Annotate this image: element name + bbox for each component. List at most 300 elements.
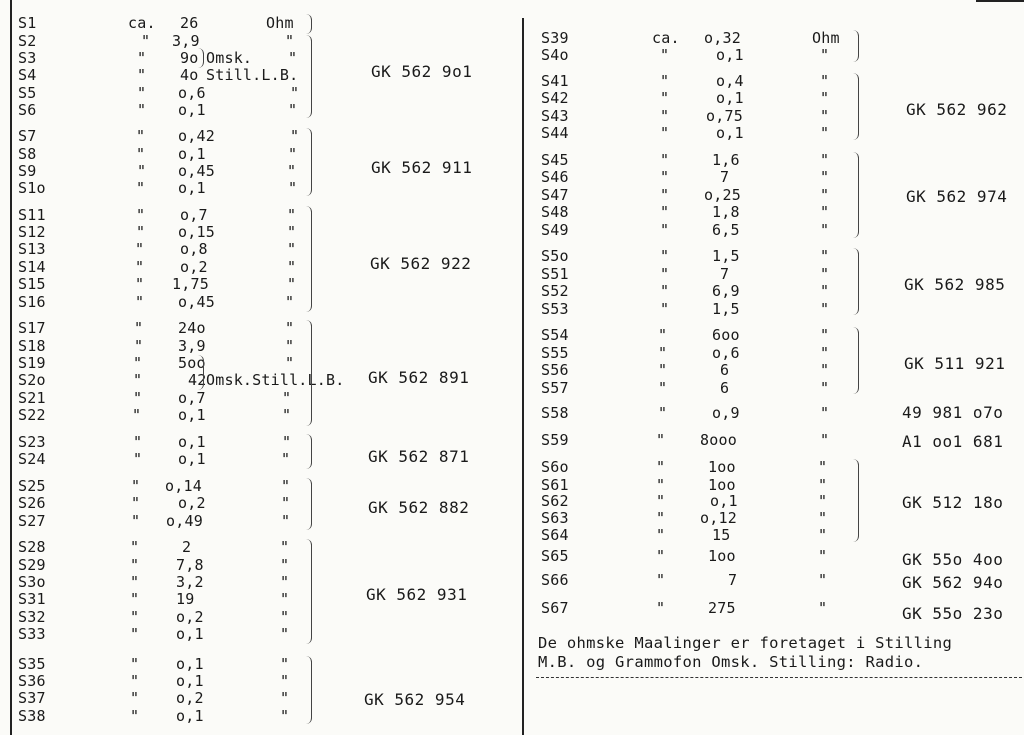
resistance-value: o,7: [178, 389, 206, 407]
row-id: S15: [18, 275, 46, 293]
row-id: S4o: [541, 46, 569, 64]
prefix-mark: ": [136, 145, 146, 163]
row-id: S36: [18, 672, 46, 690]
unit-mark: ": [287, 275, 297, 293]
prefix-mark: ": [660, 282, 670, 300]
group-bracket: [198, 48, 204, 68]
unit-mark: ": [282, 406, 292, 424]
component-group-code: GK 562 9o1: [371, 62, 473, 81]
resistance-value: o,75: [706, 107, 743, 125]
unit-mark: ": [280, 707, 290, 725]
unit-mark: ": [820, 151, 830, 169]
prefix-mark: ": [137, 162, 147, 180]
row-id: S52: [541, 282, 569, 300]
prefix-mark: ": [658, 344, 668, 362]
prefix-mark: ": [656, 509, 666, 527]
prefix-mark: ": [132, 406, 142, 424]
unit-mark: ": [280, 625, 290, 643]
group-bracket: [306, 14, 312, 34]
prefix-mark: ": [660, 247, 670, 265]
unit-mark: ": [818, 476, 828, 494]
unit-mark: ": [818, 492, 828, 510]
resistance-value: 3,9: [172, 32, 200, 50]
resistance-value: 24o: [178, 319, 206, 337]
row-id: S25: [18, 477, 46, 495]
prefix-mark: ": [130, 689, 140, 707]
prefix-mark: ": [135, 258, 145, 276]
row-id: S6: [18, 101, 37, 119]
prefix-mark: ": [656, 571, 666, 589]
component-group-code: GK 512 18o: [902, 493, 1004, 512]
group-bracket: [853, 248, 859, 315]
prefix-mark: ": [130, 707, 140, 725]
resistance-value: o,42: [178, 127, 215, 145]
row-id: S65: [541, 547, 569, 565]
group-bracket: [198, 355, 204, 390]
prefix-mark: ": [131, 494, 141, 512]
row-id: S51: [541, 265, 569, 283]
unit-mark: ": [282, 389, 292, 407]
resistance-value: o,1: [710, 492, 738, 510]
prefix-mark: ": [660, 300, 670, 318]
group-bracket: [306, 35, 312, 118]
unit-mark: ": [820, 203, 830, 221]
row-id: S49: [541, 221, 569, 239]
resistance-value: 4o: [180, 66, 199, 84]
resistance-value: o,25: [704, 186, 741, 204]
prefix-mark: ": [656, 431, 666, 449]
row-id: S8: [18, 145, 37, 163]
row-id: S5: [18, 84, 37, 102]
group-bracket: [306, 656, 312, 724]
row-id: S44: [541, 124, 569, 142]
component-group-code: GK 562 922: [370, 254, 472, 273]
row-id: S43: [541, 107, 569, 125]
unit-mark: ": [287, 223, 297, 241]
resistance-value: o,2: [176, 608, 204, 626]
prefix-mark: ": [130, 672, 140, 690]
resistance-value: 7: [728, 571, 738, 589]
row-id: S42: [541, 89, 569, 107]
unit-mark: ": [281, 477, 291, 495]
unit-mark: ": [820, 431, 830, 449]
row-id: S31: [18, 590, 46, 608]
prefix-mark: ": [133, 389, 143, 407]
unit-mark: ": [280, 556, 290, 574]
unit-mark: ": [285, 354, 295, 372]
prefix-mark: ": [130, 538, 140, 556]
group-bracket: [306, 320, 312, 426]
stilling-note: Still.L.B.: [206, 66, 299, 84]
row-id: S67: [541, 599, 569, 617]
row-id: S16: [18, 293, 46, 311]
stilling-note: Omsk.Still.L.B.: [206, 371, 345, 389]
row-id: S9: [18, 162, 37, 180]
resistance-value: o,32: [704, 29, 741, 47]
component-group-code: GK 562 954: [364, 690, 466, 709]
prefix-mark: ": [133, 354, 143, 372]
footnote-line: M.B. og Grammofon Omsk. Stilling: Radio.: [538, 653, 924, 671]
resistance-value: o,14: [165, 477, 202, 495]
unit-mark: ": [287, 206, 297, 224]
prefix-mark: ": [660, 124, 670, 142]
prefix-mark: ": [660, 203, 670, 221]
row-id: S48: [541, 203, 569, 221]
prefix-mark: ": [130, 655, 140, 673]
row-id: S12: [18, 223, 46, 241]
row-id: S28: [18, 538, 46, 556]
prefix-mark: ": [137, 84, 147, 102]
unit-mark: ": [820, 344, 830, 362]
prefix-mark: ": [133, 371, 143, 389]
unit-mark: ": [285, 32, 295, 50]
unit-mark: ": [281, 512, 291, 530]
resistance-value: 1,5: [712, 300, 740, 318]
component-group-code: GK 562 911: [371, 158, 473, 177]
prefix-mark: ": [660, 89, 670, 107]
component-group-code: GK 562 882: [368, 498, 470, 517]
row-id: S23: [18, 433, 46, 451]
resistance-value: o,1: [716, 46, 744, 64]
row-id: S45: [541, 151, 569, 169]
resistance-value: o,4: [716, 72, 744, 90]
unit-mark: ": [820, 107, 830, 125]
unit-mark: ": [820, 89, 830, 107]
resistance-value: o,45: [178, 293, 215, 311]
unit-mark: ": [285, 319, 295, 337]
prefix-mark: ": [660, 151, 670, 169]
unit-mark: ": [820, 247, 830, 265]
component-group-code: GK 55o 23o: [902, 604, 1004, 623]
row-id: S47: [541, 186, 569, 204]
unit-mark: ": [280, 689, 290, 707]
prefix-mark: ": [136, 179, 146, 197]
unit-mark: ": [280, 573, 290, 591]
unit-mark: ": [820, 282, 830, 300]
unit-mark: ": [820, 168, 830, 186]
resistance-value: o,1: [176, 655, 204, 673]
prefix-mark: ": [134, 337, 144, 355]
resistance-value: o,1: [176, 625, 204, 643]
group-bracket: [306, 206, 312, 312]
unit-mark: ": [820, 124, 830, 142]
row-id: S46: [541, 168, 569, 186]
resistance-value: o,1: [178, 145, 206, 163]
resistance-value: 15: [712, 526, 731, 544]
row-id: S3o: [18, 573, 46, 591]
unit-mark: ": [280, 608, 290, 626]
unit-mark: ": [820, 326, 830, 344]
unit-mark: ": [285, 337, 295, 355]
unit-mark: ": [288, 49, 298, 67]
row-id: S24: [18, 450, 46, 468]
row-id: S22: [18, 406, 46, 424]
component-group-code: GK 562 962: [906, 100, 1008, 119]
component-group-code: GK 562 931: [366, 585, 468, 604]
prefix-mark: ": [131, 477, 141, 495]
row-id: S61: [541, 476, 569, 494]
unit-mark: ": [820, 379, 830, 397]
unit-mark: ": [818, 509, 828, 527]
group-bracket: [853, 30, 859, 62]
row-id: S62: [541, 492, 569, 510]
row-id: S27: [18, 512, 46, 530]
prefix-mark: ": [658, 404, 668, 422]
row-id: S7: [18, 127, 37, 145]
row-id: S33: [18, 625, 46, 643]
row-id: S29: [18, 556, 46, 574]
resistance-value: 6oo: [712, 326, 740, 344]
resistance-value: 26: [180, 14, 199, 32]
prefix-mark: ": [136, 206, 146, 224]
unit-mark: ": [818, 571, 828, 589]
unit-mark: ": [288, 179, 298, 197]
row-id: S2o: [18, 371, 46, 389]
row-id: S17: [18, 319, 46, 337]
prefix-mark: ": [135, 275, 145, 293]
resistance-value: 1,5: [712, 247, 740, 265]
resistance-value: o,8: [180, 240, 208, 258]
resistance-value: 2: [182, 538, 192, 556]
row-id: S3: [18, 49, 37, 67]
resistance-value: o,1: [176, 707, 204, 725]
unit-mark: ": [820, 46, 830, 64]
prefix-mark: ": [656, 458, 666, 476]
resistance-value: o,1: [716, 89, 744, 107]
component-group-code: GK 562 985: [904, 275, 1006, 294]
group-bracket: [853, 327, 859, 394]
resistance-value: 5oo: [178, 354, 206, 372]
row-id: S5o: [541, 247, 569, 265]
row-id: S2: [18, 32, 37, 50]
prefix-mark: ": [658, 361, 668, 379]
unit-mark: ": [288, 101, 298, 119]
resistance-value: 19: [176, 590, 195, 608]
unit-mark: ": [287, 240, 297, 258]
footnote-dashed-rule: [536, 677, 1022, 678]
resistance-value: 7,8: [176, 556, 204, 574]
resistance-value: 1,8: [712, 203, 740, 221]
unit-mark: ": [290, 84, 300, 102]
unit-mark: ": [287, 162, 297, 180]
group-bracket: [853, 152, 859, 238]
resistance-value: 275: [708, 599, 736, 617]
unit-mark: ": [280, 655, 290, 673]
prefix-mark: ": [137, 66, 147, 84]
resistance-value: o,1: [178, 101, 206, 119]
row-id: S53: [541, 300, 569, 318]
unit-mark: ": [280, 590, 290, 608]
row-id: S26: [18, 494, 46, 512]
unit-mark: ": [820, 186, 830, 204]
row-id: S19: [18, 354, 46, 372]
resistance-value: 3,2: [176, 573, 204, 591]
resistance-value: 6,5: [712, 221, 740, 239]
prefix-mark: ": [660, 107, 670, 125]
unit-mark: ": [820, 361, 830, 379]
component-group-code: GK 511 921: [904, 354, 1006, 373]
unit-mark: ": [820, 300, 830, 318]
component-group-code: GK 562 871: [368, 447, 470, 466]
resistance-value: 3,9: [178, 337, 206, 355]
row-id: S54: [541, 326, 569, 344]
prefix-mark: ": [660, 168, 670, 186]
resistance-value: 6: [720, 379, 730, 397]
prefix-mark: ca.: [128, 14, 156, 32]
unit-mark: ": [281, 494, 291, 512]
prefix-mark: ": [660, 46, 670, 64]
prefix-mark: ": [137, 49, 147, 67]
prefix-mark: ": [660, 265, 670, 283]
prefix-mark: ": [658, 326, 668, 344]
row-id: S63: [541, 509, 569, 527]
row-id: S4: [18, 66, 37, 84]
unit-mark: ": [818, 599, 828, 617]
prefix-mark: ": [135, 240, 145, 258]
resistance-value: o,2: [180, 258, 208, 276]
resistance-value: o,9: [712, 404, 740, 422]
prefix-mark: ": [130, 608, 140, 626]
row-id: S18: [18, 337, 46, 355]
unit-mark: ": [820, 72, 830, 90]
resistance-value: o,6: [712, 344, 740, 362]
prefix-mark: ": [660, 221, 670, 239]
prefix-mark: ": [131, 512, 141, 530]
prefix-mark: ": [656, 599, 666, 617]
prefix-mark: ": [135, 293, 145, 311]
resistance-value: 42: [188, 371, 207, 389]
row-id: S64: [541, 526, 569, 544]
unit-mark: ": [282, 433, 292, 451]
resistance-value: 1oo: [708, 476, 736, 494]
group-bracket: [306, 434, 312, 469]
row-id: S66: [541, 571, 569, 589]
resistance-value: o,1: [178, 433, 206, 451]
component-group-code: GK 562 891: [368, 368, 470, 387]
group-bracket: [853, 73, 859, 140]
resistance-value: o,1: [178, 406, 206, 424]
row-id: S1: [18, 14, 37, 32]
resistance-value: o,1: [176, 672, 204, 690]
group-bracket: [306, 539, 312, 644]
resistance-value: o,1: [178, 450, 206, 468]
stilling-note: Omsk.: [206, 49, 253, 67]
unit-mark: ": [818, 458, 828, 476]
unit-mark: Ohm: [812, 29, 840, 47]
group-bracket: [306, 128, 312, 196]
unit-mark: ": [820, 404, 830, 422]
resistance-value: o,45: [178, 162, 215, 180]
row-id: S55: [541, 344, 569, 362]
component-group-code: GK 562 94o: [902, 573, 1004, 592]
resistance-value: 1,6: [712, 151, 740, 169]
resistance-value: o,2: [176, 689, 204, 707]
row-id: S6o: [541, 458, 569, 476]
prefix-mark: ": [656, 492, 666, 510]
prefix-mark: ": [134, 319, 144, 337]
resistance-value: o,1: [716, 124, 744, 142]
resistance-value: 6,9: [712, 282, 740, 300]
row-id: S41: [541, 72, 569, 90]
row-id: S59: [541, 431, 569, 449]
unit-mark: ": [818, 547, 828, 565]
prefix-mark: ": [130, 590, 140, 608]
prefix-mark: ": [656, 526, 666, 544]
resistance-value: o,49: [166, 512, 203, 530]
resistance-value: 8ooo: [700, 431, 737, 449]
prefix-mark: ": [660, 72, 670, 90]
component-group-code: GK 55o 4oo: [902, 550, 1004, 569]
prefix-mark: ": [141, 32, 151, 50]
row-id: S1o: [18, 179, 46, 197]
row-id: S13: [18, 240, 46, 258]
row-id: S14: [18, 258, 46, 276]
row-id: S56: [541, 361, 569, 379]
row-id: S35: [18, 655, 46, 673]
row-id: S39: [541, 29, 569, 47]
unit-mark: ": [287, 258, 297, 276]
prefix-mark: ": [137, 101, 147, 119]
unit-mark: ": [820, 221, 830, 239]
prefix-mark: ": [133, 433, 143, 451]
resistance-value: o,2: [178, 494, 206, 512]
row-id: S21: [18, 389, 46, 407]
prefix-mark: ": [130, 573, 140, 591]
group-bracket: [306, 478, 312, 530]
footnote-line: De ohmske Maalinger er foretaget i Stilling: [538, 634, 953, 652]
resistance-value: 6: [720, 361, 730, 379]
unit-mark: ": [280, 538, 290, 556]
component-group-code: A1 oo1 681: [902, 432, 1004, 451]
prefix-mark: ": [658, 379, 668, 397]
unit-mark: ": [288, 145, 298, 163]
prefix-mark: ": [133, 450, 143, 468]
prefix-mark: ": [656, 547, 666, 565]
prefix-mark: ": [656, 476, 666, 494]
row-id: S37: [18, 689, 46, 707]
row-id: S32: [18, 608, 46, 626]
unit-mark: ": [285, 293, 295, 311]
prefix-mark: ": [136, 223, 146, 241]
unit-mark: ": [818, 526, 828, 544]
resistance-value: o,7: [180, 206, 208, 224]
resistance-value: o,15: [178, 223, 215, 241]
row-id: S38: [18, 707, 46, 725]
top-right-corner-rule: [976, 0, 1024, 2]
resistance-value: 1oo: [708, 458, 736, 476]
resistance-value: 1oo: [708, 547, 736, 565]
prefix-mark: ": [130, 556, 140, 574]
component-group-code: 49 981 o7o: [902, 403, 1004, 422]
unit-mark: ": [280, 672, 290, 690]
unit-mark: ": [820, 265, 830, 283]
row-id: S11: [18, 206, 46, 224]
component-group-code: GK 562 974: [906, 187, 1008, 206]
row-id: S57: [541, 379, 569, 397]
group-bracket: [853, 459, 859, 542]
resistance-value: 7: [720, 265, 730, 283]
resistance-value: o,12: [700, 509, 737, 527]
resistance-value: o,6: [178, 84, 206, 102]
prefix-mark: ca.: [652, 29, 680, 47]
prefix-mark: ": [660, 186, 670, 204]
left-margin-rule: [10, 0, 12, 735]
resistance-value: 7: [720, 168, 730, 186]
unit-mark: Ohm: [266, 14, 294, 32]
resistance-value: 9o: [180, 49, 199, 67]
column-divider: [522, 18, 524, 735]
unit-mark: ": [281, 450, 291, 468]
